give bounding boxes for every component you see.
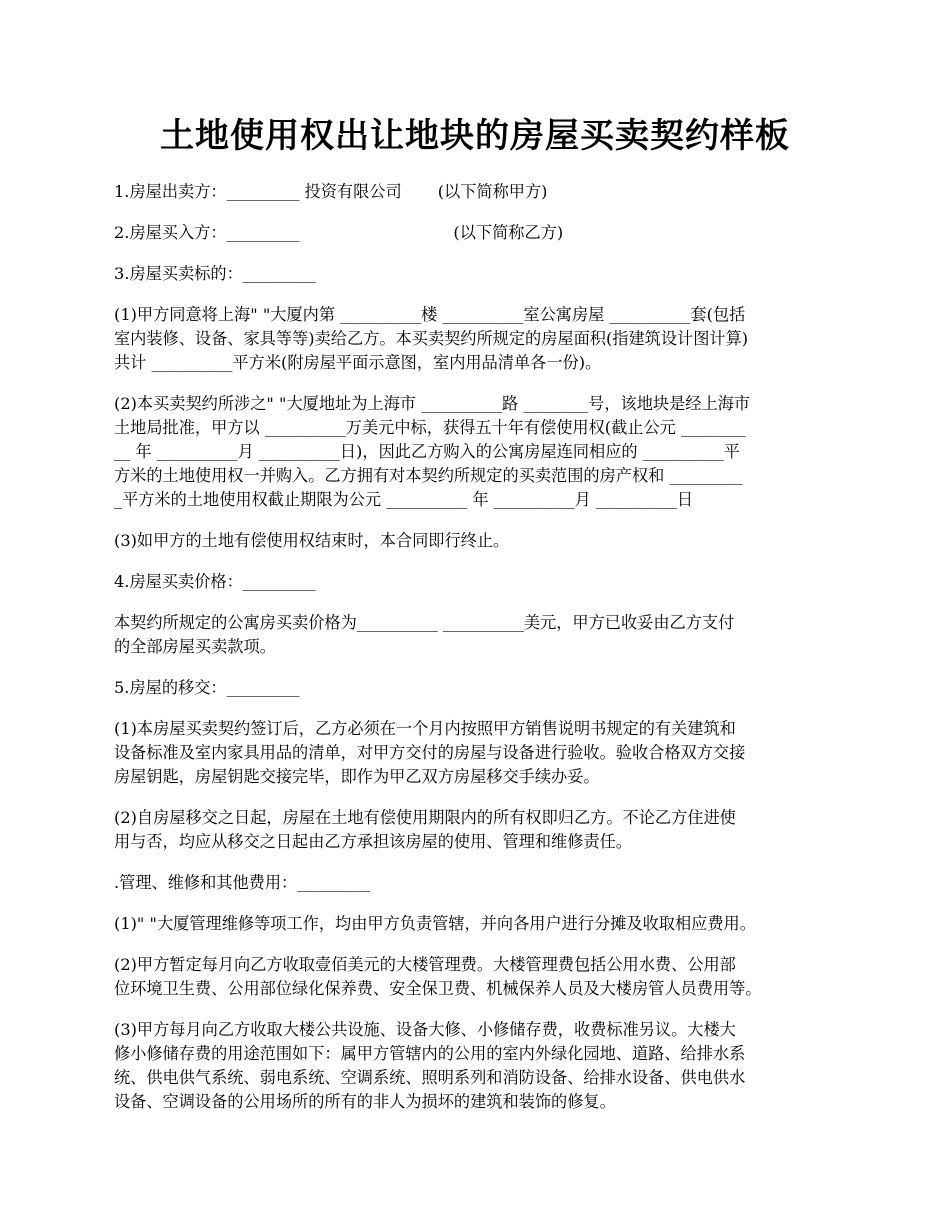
buyer-note: (以下简称乙方) xyxy=(453,223,564,242)
text-line: (2)自房屋移交之日起，房屋在土地有偿使用期限内的所有权即归乙方。不论乙方住进使 xyxy=(114,808,736,827)
text-line: 房屋钥匙，房屋钥匙交接完毕，即作为甲乙双方房屋移交手续办妥。 xyxy=(114,767,600,786)
text-line: (2)甲方暂定每月向乙方收取壹佰美元的大楼管理费。大楼管理费包括公用水费、公用部 xyxy=(114,955,736,974)
text-line: _平方米的土地使用权截止期限为公元 __________ 年 __________月 __________日 xyxy=(114,490,694,509)
buyer-label: 2.房屋买入方：_________ xyxy=(114,223,300,242)
document-title: 土地使用权出让地块的房屋买卖契约样板 xyxy=(160,116,790,156)
paragraph-subject-1 xyxy=(114,303,849,375)
text-line: 设备标准及室内家具用品的清单，对甲方交付的房屋与设备进行验收。验收合格双方交接 xyxy=(114,743,746,762)
seller-label: 1.房屋出卖方：_________ 投资有限公司 xyxy=(114,182,402,201)
paragraph-price xyxy=(114,611,849,659)
paragraph-fees-3 xyxy=(114,1018,849,1114)
text-line: 设备、空调设备的公用场所的所有的非人为损坏的建筑和装饰的修复。 xyxy=(114,1092,616,1111)
section-handover-heading: 5.房屋的移交：_________ xyxy=(114,678,300,697)
section-subject-heading: 3.房屋买卖标的：_________ xyxy=(114,264,316,283)
text-line: 修小修储存费的用途范围如下：属甲方管辖内的公用的室内外绿化园地、道路、给排水系 xyxy=(114,1044,746,1063)
text-line: 室内装修、设备、家具等等)卖给乙方。本买卖契约所规定的房屋面积(指建筑设计图计算) xyxy=(114,329,749,348)
paragraph-subject-3: (3)如甲方的土地有偿使用权结束时，本合同即行终止。 xyxy=(114,531,510,550)
seller-note: (以下简称甲方) xyxy=(437,182,548,201)
paragraph-subject-2 xyxy=(114,392,849,512)
text-line: 方米的土地使用权一并购入。乙方拥有对本契约所规定的买卖范围的房产权和 _________ xyxy=(114,466,743,485)
text-line: 位环境卫生费、公用部位绿化保养费、安全保卫费、机械保养人员及大楼房管人员费用等。 xyxy=(114,979,762,998)
section-fees-heading: .管理、维修和其他费用：_________ xyxy=(114,873,371,892)
text-line: (1)本房屋买卖契约签订后，乙方必须在一个月内按照甲方销售说明书规定的有关建筑和 xyxy=(114,719,736,738)
seller-line xyxy=(114,180,849,204)
paragraph-fees-1: (1)" "大厦管理维修等项工作，均由甲方负责管辖，并向各用户进行分摊及收取相应费用。 xyxy=(114,914,756,933)
text-line: 共计 __________平方米(附房屋平面示意图，室内用品清单各一份)。 xyxy=(114,353,602,372)
text-line: 用与否，均应从移交之日起由乙方承担该房屋的使用、管理和维修责任。 xyxy=(114,832,632,851)
text-line: (2)本买卖契约所涉之" "大厦地址为上海市 __________路 ________号，该地块是经上海市 xyxy=(114,394,751,413)
text-line: 统、供电供气系统、弱电系统、空调系统、照明系列和消防设备、给排水设备、供电供水 xyxy=(114,1068,746,1087)
text-line: (3)甲方每月向乙方收取大楼公共设施、设备大修、小修储存费，收费标准另议。大楼大 xyxy=(114,1020,736,1039)
text-line: (1)甲方同意将上海" "大厦内第 __________楼 __________室公寓房屋 __________套(包括 xyxy=(114,305,746,324)
text-line: __ 年 __________月 __________日)，因此乙方购入的公寓房屋连同相应的 __________平 xyxy=(114,442,740,461)
text-line: 本契约所规定的公寓房买卖价格为__________ __________美元，甲方已收妥由乙方支付 xyxy=(114,613,735,632)
document-body xyxy=(114,180,849,1131)
text-line: 的全部房屋买卖款项。 xyxy=(114,637,276,656)
section-price-heading: 4.房屋买卖价格：_________ xyxy=(114,572,316,591)
paragraph-fees-2 xyxy=(114,953,849,1001)
text-line: 土地局批准，甲方以 __________万美元中标，获得五十年有偿使用权(截止公元 ________ xyxy=(114,418,746,437)
paragraph-handover-2 xyxy=(114,806,849,854)
buyer-line xyxy=(114,221,849,245)
paragraph-handover-1 xyxy=(114,717,849,789)
